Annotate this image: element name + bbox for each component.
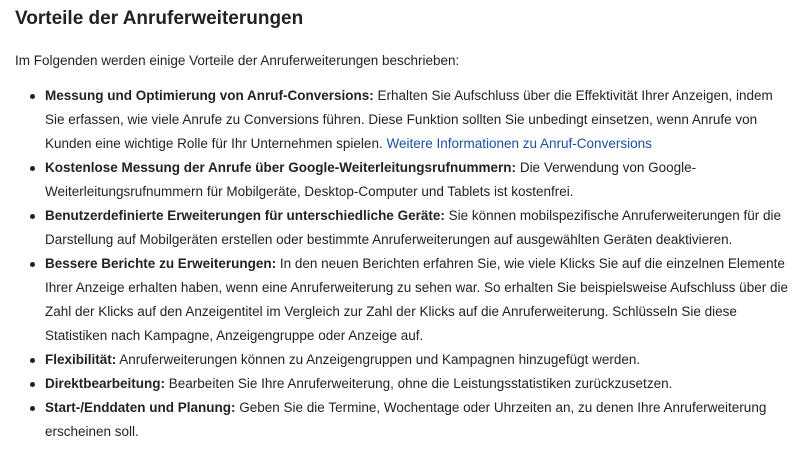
- item-text: Erhalten Sie Aufschluss über die Effektivität Ihrer Anzeigen, indem Sie erfassen, wie viele Anrufe zu Conversions führen. Diese Funktion sollten Sie unbedingt einsetzen, wenn Anrufe von Kunden eine wichtige Rolle für Ihr Unternehmen spielen.: [45, 88, 773, 151]
- item-text: Bearbeiten Sie Ihre Anruferweiterung, ohne die Leistungsstatistiken zurückzusetzen.: [165, 376, 673, 391]
- bullet-icon: [30, 262, 35, 267]
- list-item-flexibility: [45, 348, 788, 372]
- bullet-icon: [30, 382, 35, 387]
- page-title: Vorteile der Anruferweiterungen: [15, 8, 304, 29]
- benefits-list: [15, 84, 788, 444]
- item-text: In den neuen Berichten erfahren Sie, wie viele Klicks Sie auf die einzelnen Elemente Ihrer Anzeige erhalten haben, wenn eine Anruferweiterung zu sehen war. So erhalten Sie beispielsweise Aufschluss über die Zahl der Klicks auf den Anzeigentitel im Vergleich zur Zahl der Klicks auf die Anruferweiterung. Schlüsseln Sie diese Statistiken nach Kampagne, Anzeigengruppe oder Anzeige auf.: [45, 256, 788, 343]
- list-item-conversions: [45, 84, 788, 156]
- conversions-info-link[interactable]: Weitere Informationen zu Anruf-Conversions: [386, 136, 652, 151]
- bullet-icon: [30, 214, 35, 219]
- list-item-scheduling: [45, 396, 788, 444]
- item-term: Direktbearbeitung:: [45, 376, 166, 391]
- item-text: Sie können mobilspezifische Anruferweiterungen für die Darstellung auf Mobilgeräten erstellen oder bestimmte Anruferweiterungen auf ausgewählten Geräten deaktivieren.: [45, 208, 782, 247]
- item-text: Geben Sie die Termine, Wochentage oder Uhrzeiten an, zu denen Ihre Anruferweiterung erscheinen soll.: [45, 400, 767, 439]
- item-term: Benutzerdefinierte Erweiterungen für unterschiedliche Geräte:: [45, 208, 445, 223]
- bullet-icon: [30, 166, 35, 171]
- bullet-icon: [30, 94, 35, 99]
- item-term: Start-/Enddaten und Planung:: [45, 400, 236, 415]
- intro-text: Im Folgenden werden einige Vorteile der Anruferweiterungen beschrieben:: [15, 53, 460, 68]
- item-text: Die Verwendung von Google-Weiterleitungsrufnummern für Mobilgeräte, Desktop-Computer und Tablets ist kostenfrei.: [45, 160, 697, 199]
- bullet-icon: [30, 406, 35, 411]
- item-term: Messung und Optimierung von Anruf-Conversions:: [45, 88, 374, 103]
- list-item-reports: [45, 252, 788, 348]
- list-item-device-extensions: [45, 204, 788, 252]
- bullet-icon: [30, 358, 35, 363]
- item-term: Flexibilität:: [45, 352, 117, 367]
- item-term: Kostenlose Messung der Anrufe über Google-Weiterleitungsrufnummern:: [45, 160, 517, 175]
- item-term: Bessere Berichte zu Erweiterungen:: [45, 256, 277, 271]
- list-item-direct-edit: [45, 372, 788, 396]
- list-item-call-tracking: [45, 156, 788, 204]
- item-text: Anruferweiterungen können zu Anzeigengruppen und Kampagnen hinzugefügt werden.: [116, 352, 641, 367]
